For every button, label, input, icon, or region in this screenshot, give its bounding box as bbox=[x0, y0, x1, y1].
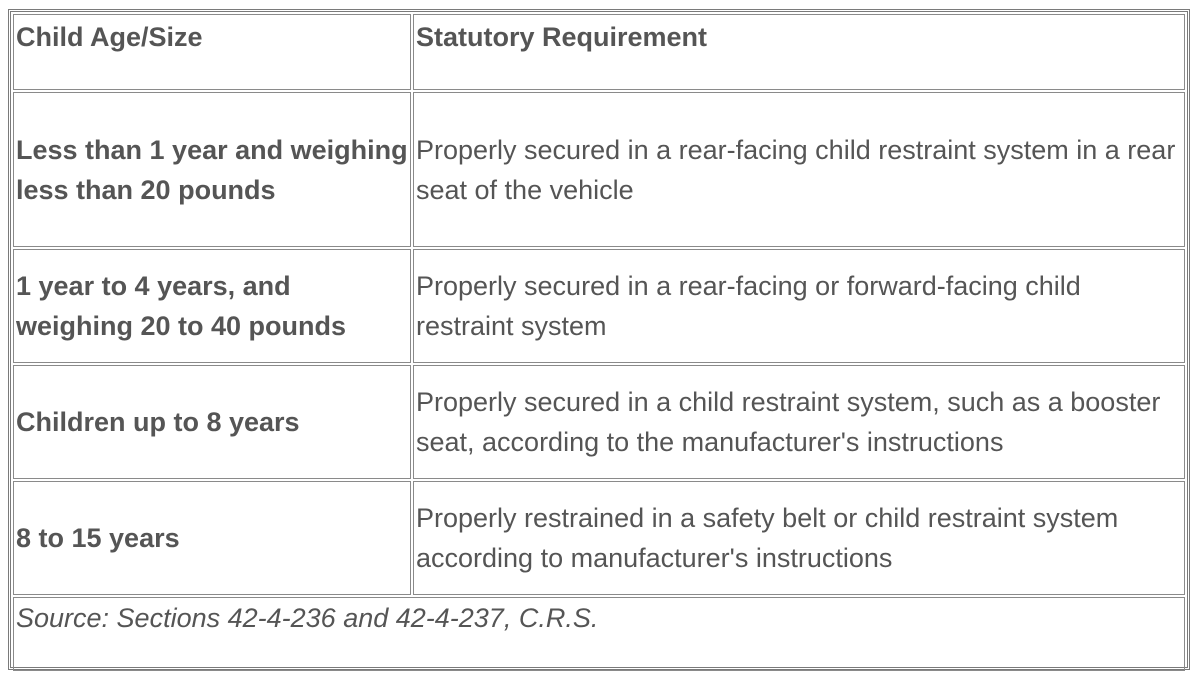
requirement-cell: Properly restrained in a safety belt or child restraint system according to manufacturer's instructions bbox=[413, 481, 1185, 595]
child-restraint-table bbox=[11, 12, 1187, 673]
age-cell: Children up to 8 years bbox=[13, 365, 411, 479]
table-row bbox=[13, 481, 1185, 595]
table-row bbox=[13, 92, 1185, 247]
source-citation: Source: Sections 42-4-236 and 42-4-237, C.R.S. bbox=[13, 597, 1185, 671]
table-header-row bbox=[13, 14, 1185, 90]
age-cell: Less than 1 year and weighing less than 20 pounds bbox=[13, 92, 411, 247]
source-row bbox=[13, 597, 1185, 671]
header-statutory-requirement: Statutory Requirement bbox=[413, 14, 1185, 90]
table-row bbox=[13, 365, 1185, 479]
header-child-age-size: Child Age/Size bbox=[13, 14, 411, 90]
requirement-cell: Properly secured in a child restraint system, such as a booster seat, according to the manufacturer's instructions bbox=[413, 365, 1185, 479]
requirement-cell: Properly secured in a rear-facing child restraint system in a rear seat of the vehicle bbox=[413, 92, 1185, 247]
child-restraint-table-frame bbox=[8, 9, 1190, 670]
table-row bbox=[13, 249, 1185, 363]
age-cell: 1 year to 4 years, and weighing 20 to 40 pounds bbox=[13, 249, 411, 363]
requirement-cell: Properly secured in a rear-facing or forward-facing child restraint system bbox=[413, 249, 1185, 363]
age-cell: 8 to 15 years bbox=[13, 481, 411, 595]
